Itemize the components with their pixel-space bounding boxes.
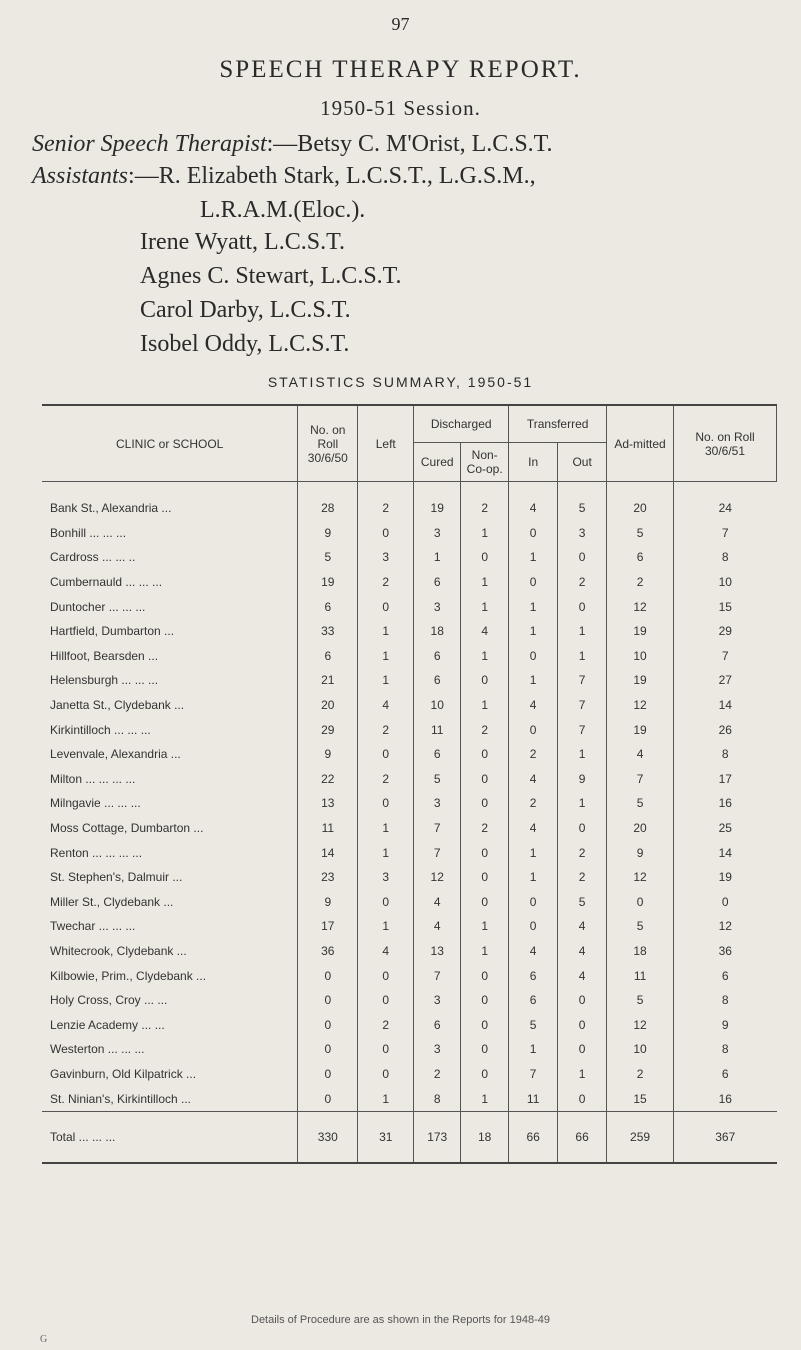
admitted-cell: 12 bbox=[607, 865, 674, 890]
left-cell: 2 bbox=[358, 482, 414, 521]
header-non-coop: Non-Co-op. bbox=[461, 443, 509, 482]
left-cell: 1 bbox=[358, 840, 414, 865]
non-coop-cell: 0 bbox=[461, 890, 509, 915]
non-coop-cell: 0 bbox=[461, 1012, 509, 1037]
left-cell: 0 bbox=[358, 1062, 414, 1087]
on-roll-start-cell: 9 bbox=[298, 742, 358, 767]
transferred-in-cell: 1 bbox=[509, 1037, 558, 1062]
table-row bbox=[42, 570, 777, 595]
transferred-out-cell: 0 bbox=[558, 1037, 607, 1062]
on-roll-end-cell: 26 bbox=[674, 717, 777, 742]
transferred-in-cell: 6 bbox=[509, 963, 558, 988]
non-coop-cell: 2 bbox=[461, 717, 509, 742]
admitted-cell: 12 bbox=[607, 693, 674, 718]
on-roll-end-cell: 36 bbox=[674, 939, 777, 964]
table-row bbox=[42, 791, 777, 816]
cured-cell: 3 bbox=[414, 791, 461, 816]
transferred-in-cell: 1 bbox=[509, 545, 558, 570]
cured-cell: 11 bbox=[414, 717, 461, 742]
clinic-name: Bank St., Alexandria ... bbox=[50, 501, 172, 516]
non-coop-cell: 0 bbox=[461, 791, 509, 816]
transferred-out-cell: 1 bbox=[558, 644, 607, 669]
non-coop-cell: 4 bbox=[461, 619, 509, 644]
on-roll-end-cell: 24 bbox=[674, 482, 777, 521]
header-transferred: Transferred bbox=[509, 405, 607, 443]
admitted-cell: 5 bbox=[607, 791, 674, 816]
on-roll-start-cell: 5 bbox=[298, 545, 358, 570]
transferred-in-cell: 2 bbox=[509, 791, 558, 816]
page-number: 97 bbox=[391, 14, 410, 34]
on-roll-end-cell: 19 bbox=[674, 865, 777, 890]
on-roll-start-cell: 13 bbox=[298, 791, 358, 816]
transferred-in-cell: 0 bbox=[509, 570, 558, 595]
on-roll-end-cell: 14 bbox=[674, 840, 777, 865]
transferred-out-cell: 4 bbox=[558, 939, 607, 964]
assistant-line: Irene Wyatt, L.C.S.T. bbox=[140, 229, 345, 255]
left-cell: 0 bbox=[358, 594, 414, 619]
table-row bbox=[42, 545, 777, 570]
on-roll-start-cell: 0 bbox=[298, 1086, 358, 1111]
non-coop-cell: 0 bbox=[461, 742, 509, 767]
cured-cell: 7 bbox=[414, 816, 461, 841]
assistants-label: Assistants bbox=[32, 163, 129, 189]
on-roll-start-cell: 330 bbox=[298, 1111, 358, 1163]
on-roll-end-cell: 7 bbox=[674, 521, 777, 546]
table-row bbox=[42, 717, 777, 742]
admitted-cell: 15 bbox=[607, 1086, 674, 1111]
transferred-out-cell: 0 bbox=[558, 1086, 607, 1111]
transferred-in-cell: 0 bbox=[509, 644, 558, 669]
cured-cell: 6 bbox=[414, 1012, 461, 1037]
on-roll-start-cell: 14 bbox=[298, 840, 358, 865]
transferred-out-cell: 4 bbox=[558, 914, 607, 939]
on-roll-end-cell: 367 bbox=[674, 1111, 777, 1163]
transferred-out-cell: 5 bbox=[558, 482, 607, 521]
on-roll-start-cell: 19 bbox=[298, 570, 358, 595]
table-row bbox=[42, 693, 777, 718]
assistants-line bbox=[32, 160, 536, 192]
transferred-in-cell: 11 bbox=[509, 1086, 558, 1111]
admitted-cell: 12 bbox=[607, 594, 674, 619]
admitted-cell: 10 bbox=[607, 1037, 674, 1062]
clinic-name: Whitecrook, Clydebank ... bbox=[50, 943, 187, 958]
non-coop-cell: 1 bbox=[461, 914, 509, 939]
left-cell: 2 bbox=[358, 570, 414, 595]
cured-cell: 6 bbox=[414, 570, 461, 595]
non-coop-cell: 1 bbox=[461, 594, 509, 619]
clinic-name: Miller St., Clydebank ... bbox=[50, 894, 174, 909]
admitted-cell: 0 bbox=[607, 890, 674, 915]
admitted-cell: 2 bbox=[607, 1062, 674, 1087]
on-roll-start-cell: 17 bbox=[298, 914, 358, 939]
cured-cell: 7 bbox=[414, 963, 461, 988]
admitted-cell: 2 bbox=[607, 570, 674, 595]
on-roll-start-cell: 9 bbox=[298, 890, 358, 915]
table-row bbox=[42, 840, 777, 865]
on-roll-start-cell: 0 bbox=[298, 963, 358, 988]
on-roll-start-cell: 36 bbox=[298, 939, 358, 964]
assistant-line: Carol Darby, L.C.S.T. bbox=[140, 297, 351, 323]
cured-cell: 4 bbox=[414, 914, 461, 939]
table-row bbox=[42, 914, 777, 939]
non-coop-cell: 0 bbox=[461, 988, 509, 1013]
cured-cell: 12 bbox=[414, 865, 461, 890]
table-row bbox=[42, 644, 777, 669]
clinic-name: Janetta St., Clydebank ... bbox=[50, 698, 185, 713]
on-roll-end-cell: 9 bbox=[674, 1012, 777, 1037]
admitted-cell: 19 bbox=[607, 619, 674, 644]
header-out: Out bbox=[558, 443, 607, 482]
on-roll-end-cell: 12 bbox=[674, 914, 777, 939]
non-coop-cell: 2 bbox=[461, 816, 509, 841]
page-mark: G bbox=[40, 1334, 48, 1345]
table-row bbox=[42, 742, 777, 767]
on-roll-start-cell: 28 bbox=[298, 482, 358, 521]
header-cured: Cured bbox=[414, 443, 461, 482]
transferred-in-cell: 66 bbox=[509, 1111, 558, 1163]
senior-therapist-line bbox=[32, 128, 553, 160]
table-row bbox=[42, 865, 777, 890]
transferred-out-cell: 1 bbox=[558, 1062, 607, 1087]
non-coop-cell: 1 bbox=[461, 521, 509, 546]
clinic-name: Lenzie Academy ... ... bbox=[50, 1017, 165, 1032]
statistics-title: STATISTICS SUMMARY, 1950-51 bbox=[267, 374, 534, 390]
table-row bbox=[42, 1037, 777, 1062]
assistant-name: :—R. Elizabeth Stark, L.C.S.T., L.G.S.M., bbox=[128, 163, 536, 189]
clinic-name: St. Stephen's, Dalmuir ... bbox=[50, 870, 183, 885]
left-cell: 0 bbox=[358, 963, 414, 988]
header-left: Left bbox=[358, 405, 414, 482]
left-cell: 0 bbox=[358, 521, 414, 546]
clinic-name: Kilbowie, Prim., Clydebank ... bbox=[50, 968, 207, 983]
on-roll-start-cell: 6 bbox=[298, 594, 358, 619]
left-cell: 1 bbox=[358, 816, 414, 841]
transferred-in-cell: 1 bbox=[509, 840, 558, 865]
cured-cell: 3 bbox=[414, 1037, 461, 1062]
admitted-cell: 4 bbox=[607, 742, 674, 767]
report-title: SPEECH THERAPY REPORT. bbox=[219, 56, 582, 83]
cured-cell: 3 bbox=[414, 988, 461, 1013]
footnote: Details of Procedure are as shown in the Reports for 1948-49 bbox=[251, 1314, 550, 1326]
table-row bbox=[42, 963, 777, 988]
table-row bbox=[42, 668, 777, 693]
transferred-out-cell: 1 bbox=[558, 742, 607, 767]
left-cell: 1 bbox=[358, 668, 414, 693]
non-coop-cell: 0 bbox=[461, 767, 509, 792]
header-on-roll-start: No. on Roll 30/6/50 bbox=[298, 405, 358, 482]
admitted-cell: 12 bbox=[607, 1012, 674, 1037]
on-roll-start-cell: 0 bbox=[298, 1012, 358, 1037]
senior-label: Senior Speech Therapist bbox=[32, 131, 267, 157]
senior-name: :—Betsy C. M'Orist, L.C.S.T. bbox=[266, 131, 553, 157]
transferred-out-cell: 3 bbox=[558, 521, 607, 546]
left-cell: 4 bbox=[358, 939, 414, 964]
assistant-line: L.R.A.M.(Eloc.). bbox=[200, 197, 366, 223]
non-coop-cell: 2 bbox=[461, 482, 509, 521]
clinic-name: Milngavie ... ... ... bbox=[50, 796, 141, 811]
cured-cell: 7 bbox=[414, 840, 461, 865]
clinic-name: Moss Cottage, Dumbarton ... bbox=[50, 821, 204, 836]
on-roll-end-cell: 6 bbox=[674, 1062, 777, 1087]
transferred-out-cell: 9 bbox=[558, 767, 607, 792]
on-roll-end-cell: 29 bbox=[674, 619, 777, 644]
non-coop-cell: 0 bbox=[461, 963, 509, 988]
on-roll-end-cell: 25 bbox=[674, 816, 777, 841]
non-coop-cell: 1 bbox=[461, 939, 509, 964]
on-roll-start-cell: 22 bbox=[298, 767, 358, 792]
clinic-name: Milton ... ... ... ... bbox=[50, 771, 136, 786]
left-cell: 4 bbox=[358, 693, 414, 718]
on-roll-end-cell: 17 bbox=[674, 767, 777, 792]
non-coop-cell: 1 bbox=[461, 570, 509, 595]
transferred-in-cell: 1 bbox=[509, 668, 558, 693]
on-roll-end-cell: 8 bbox=[674, 988, 777, 1013]
left-cell: 0 bbox=[358, 890, 414, 915]
transferred-out-cell: 0 bbox=[558, 545, 607, 570]
on-roll-start-cell: 6 bbox=[298, 644, 358, 669]
left-cell: 2 bbox=[358, 1012, 414, 1037]
transferred-in-cell: 0 bbox=[509, 717, 558, 742]
transferred-in-cell: 6 bbox=[509, 988, 558, 1013]
non-coop-cell: 0 bbox=[461, 1037, 509, 1062]
transferred-out-cell: 0 bbox=[558, 594, 607, 619]
clinic-name: Westerton ... ... ... bbox=[50, 1042, 145, 1057]
left-cell: 0 bbox=[358, 988, 414, 1013]
header-discharged: Discharged bbox=[414, 405, 509, 443]
left-cell: 1 bbox=[358, 619, 414, 644]
clinic-name: Renton ... ... ... ... bbox=[50, 845, 143, 860]
table-row bbox=[42, 1086, 777, 1111]
admitted-cell: 5 bbox=[607, 914, 674, 939]
clinic-name: Bonhill ... ... ... bbox=[50, 525, 127, 540]
total-row bbox=[42, 1111, 777, 1163]
on-roll-end-cell: 10 bbox=[674, 570, 777, 595]
transferred-out-cell: 5 bbox=[558, 890, 607, 915]
non-coop-cell: 0 bbox=[461, 545, 509, 570]
transferred-in-cell: 4 bbox=[509, 767, 558, 792]
admitted-cell: 20 bbox=[607, 482, 674, 521]
clinic-name: Kirkintilloch ... ... ... bbox=[50, 722, 151, 737]
on-roll-start-cell: 0 bbox=[298, 1062, 358, 1087]
cured-cell: 13 bbox=[414, 939, 461, 964]
clinic-name: Twechar ... ... ... bbox=[50, 919, 136, 934]
on-roll-end-cell: 0 bbox=[674, 890, 777, 915]
session-line: 1950-51 Session. bbox=[320, 96, 481, 120]
cured-cell: 6 bbox=[414, 644, 461, 669]
transferred-out-cell: 7 bbox=[558, 693, 607, 718]
non-coop-cell: 1 bbox=[461, 644, 509, 669]
on-roll-start-cell: 29 bbox=[298, 717, 358, 742]
transferred-out-cell: 1 bbox=[558, 791, 607, 816]
clinic-name: Duntocher ... ... ... bbox=[50, 599, 146, 614]
cured-cell: 19 bbox=[414, 482, 461, 521]
cured-cell: 173 bbox=[414, 1111, 461, 1163]
on-roll-end-cell: 8 bbox=[674, 1037, 777, 1062]
admitted-cell: 20 bbox=[607, 816, 674, 841]
clinic-name: Levenvale, Alexandria ... bbox=[50, 747, 181, 762]
on-roll-end-cell: 6 bbox=[674, 963, 777, 988]
cured-cell: 10 bbox=[414, 693, 461, 718]
transferred-out-cell: 66 bbox=[558, 1111, 607, 1163]
non-coop-cell: 0 bbox=[461, 840, 509, 865]
admitted-cell: 11 bbox=[607, 963, 674, 988]
header-admitted: Ad-mitted bbox=[607, 405, 674, 482]
transferred-in-cell: 1 bbox=[509, 594, 558, 619]
cured-cell: 3 bbox=[414, 594, 461, 619]
left-cell: 0 bbox=[358, 1037, 414, 1062]
cured-cell: 3 bbox=[414, 521, 461, 546]
transferred-in-cell: 4 bbox=[509, 939, 558, 964]
cured-cell: 8 bbox=[414, 1086, 461, 1111]
on-roll-start-cell: 9 bbox=[298, 521, 358, 546]
cured-cell: 2 bbox=[414, 1062, 461, 1087]
on-roll-end-cell: 16 bbox=[674, 1086, 777, 1111]
clinic-name: Gavinburn, Old Kilpatrick ... bbox=[50, 1066, 197, 1081]
non-coop-cell: 0 bbox=[461, 668, 509, 693]
on-roll-start-cell: 21 bbox=[298, 668, 358, 693]
admitted-cell: 19 bbox=[607, 668, 674, 693]
table-row bbox=[42, 594, 777, 619]
admitted-cell: 10 bbox=[607, 644, 674, 669]
left-cell: 1 bbox=[358, 914, 414, 939]
transferred-in-cell: 1 bbox=[509, 619, 558, 644]
on-roll-end-cell: 27 bbox=[674, 668, 777, 693]
cured-cell: 1 bbox=[414, 545, 461, 570]
transferred-in-cell: 7 bbox=[509, 1062, 558, 1087]
left-cell: 3 bbox=[358, 545, 414, 570]
header-in: In bbox=[509, 443, 558, 482]
left-cell: 0 bbox=[358, 791, 414, 816]
transferred-in-cell: 0 bbox=[509, 914, 558, 939]
clinic-name: Total ... ... ... bbox=[42, 1111, 298, 1163]
admitted-cell: 9 bbox=[607, 840, 674, 865]
transferred-in-cell: 4 bbox=[509, 693, 558, 718]
transferred-out-cell: 2 bbox=[558, 570, 607, 595]
transferred-out-cell: 2 bbox=[558, 840, 607, 865]
on-roll-start-cell: 20 bbox=[298, 693, 358, 718]
transferred-in-cell: 2 bbox=[509, 742, 558, 767]
table-row bbox=[42, 521, 777, 546]
on-roll-start-cell: 0 bbox=[298, 1037, 358, 1062]
transferred-out-cell: 4 bbox=[558, 963, 607, 988]
admitted-cell: 18 bbox=[607, 939, 674, 964]
on-roll-end-cell: 7 bbox=[674, 644, 777, 669]
transferred-out-cell: 7 bbox=[558, 717, 607, 742]
cured-cell: 6 bbox=[414, 668, 461, 693]
left-cell: 31 bbox=[358, 1111, 414, 1163]
on-roll-end-cell: 8 bbox=[674, 742, 777, 767]
statistics-body bbox=[42, 482, 777, 1163]
transferred-in-cell: 4 bbox=[509, 816, 558, 841]
assistant-line: Isobel Oddy, L.C.S.T. bbox=[140, 331, 350, 357]
header-clinic: CLINIC or SCHOOL bbox=[42, 405, 298, 482]
on-roll-start-cell: 33 bbox=[298, 619, 358, 644]
transferred-out-cell: 2 bbox=[558, 865, 607, 890]
transferred-in-cell: 0 bbox=[509, 521, 558, 546]
admitted-cell: 259 bbox=[607, 1111, 674, 1163]
table-row bbox=[42, 816, 777, 841]
clinic-name: Cardross ... ... .. bbox=[50, 550, 136, 565]
table-row bbox=[42, 619, 777, 644]
transferred-out-cell: 0 bbox=[558, 1012, 607, 1037]
clinic-name: Cumbernauld ... ... ... bbox=[50, 575, 163, 590]
on-roll-start-cell: 0 bbox=[298, 988, 358, 1013]
left-cell: 0 bbox=[358, 742, 414, 767]
non-coop-cell: 1 bbox=[461, 693, 509, 718]
transferred-out-cell: 7 bbox=[558, 668, 607, 693]
statistics-table bbox=[42, 404, 777, 1164]
admitted-cell: 5 bbox=[607, 521, 674, 546]
transferred-in-cell: 5 bbox=[509, 1012, 558, 1037]
table-row bbox=[42, 988, 777, 1013]
transferred-in-cell: 1 bbox=[509, 865, 558, 890]
on-roll-end-cell: 8 bbox=[674, 545, 777, 570]
non-coop-cell: 0 bbox=[461, 865, 509, 890]
clinic-name: Hillfoot, Bearsden ... bbox=[50, 648, 159, 663]
on-roll-end-cell: 14 bbox=[674, 693, 777, 718]
transferred-out-cell: 1 bbox=[558, 619, 607, 644]
admitted-cell: 6 bbox=[607, 545, 674, 570]
table-row bbox=[42, 939, 777, 964]
clinic-name: Helensburgh ... ... ... bbox=[50, 673, 159, 688]
on-roll-start-cell: 23 bbox=[298, 865, 358, 890]
non-coop-cell: 1 bbox=[461, 1086, 509, 1111]
cured-cell: 6 bbox=[414, 742, 461, 767]
clinic-name: Hartfield, Dumbarton ... bbox=[50, 624, 175, 639]
left-cell: 2 bbox=[358, 767, 414, 792]
table-row bbox=[42, 767, 777, 792]
admitted-cell: 7 bbox=[607, 767, 674, 792]
header-on-roll-end: No. on Roll 30/6/51 bbox=[674, 405, 777, 482]
cured-cell: 5 bbox=[414, 767, 461, 792]
non-coop-cell: 0 bbox=[461, 1062, 509, 1087]
non-coop-cell: 18 bbox=[461, 1111, 509, 1163]
admitted-cell: 19 bbox=[607, 717, 674, 742]
clinic-name: St. Ninian's, Kirkintilloch ... bbox=[50, 1091, 192, 1106]
cured-cell: 4 bbox=[414, 890, 461, 915]
admitted-cell: 5 bbox=[607, 988, 674, 1013]
table-row bbox=[42, 890, 777, 915]
clinic-name: Holy Cross, Croy ... ... bbox=[50, 993, 168, 1008]
assistant-line: Agnes C. Stewart, L.C.S.T. bbox=[140, 263, 402, 289]
on-roll-end-cell: 16 bbox=[674, 791, 777, 816]
left-cell: 1 bbox=[358, 1086, 414, 1111]
table-row bbox=[42, 482, 777, 521]
transferred-out-cell: 0 bbox=[558, 816, 607, 841]
left-cell: 3 bbox=[358, 865, 414, 890]
transferred-in-cell: 4 bbox=[509, 482, 558, 521]
left-cell: 2 bbox=[358, 717, 414, 742]
left-cell: 1 bbox=[358, 644, 414, 669]
table-row bbox=[42, 1012, 777, 1037]
transferred-in-cell: 0 bbox=[509, 890, 558, 915]
on-roll-start-cell: 11 bbox=[298, 816, 358, 841]
on-roll-end-cell: 15 bbox=[674, 594, 777, 619]
cured-cell: 18 bbox=[414, 619, 461, 644]
transferred-out-cell: 0 bbox=[558, 988, 607, 1013]
table-row bbox=[42, 1062, 777, 1087]
